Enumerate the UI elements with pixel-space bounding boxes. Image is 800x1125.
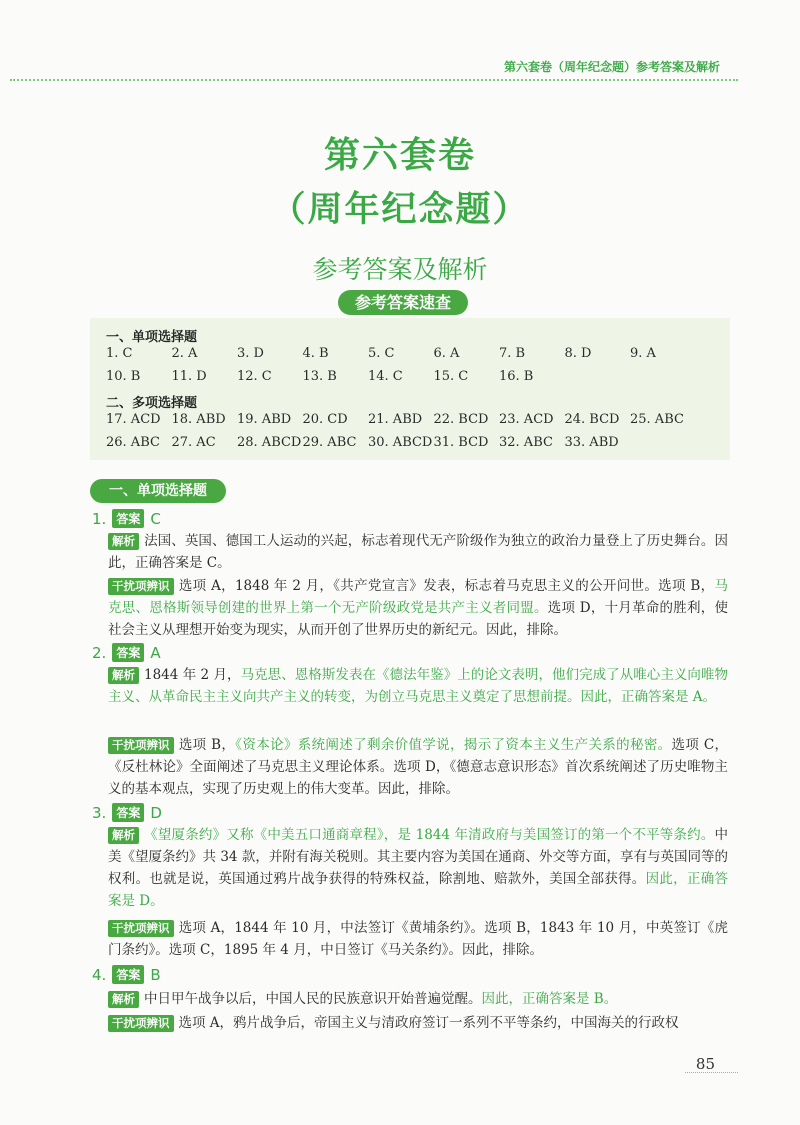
key-item: 13. B: [302, 369, 337, 384]
key-item: 29. ABC: [302, 435, 357, 450]
key-item: 1. C: [106, 346, 133, 361]
distractor-text: 选项 A，1844 年 10 月，中法签订《黄埔条约》。选项 B，1843 年 10 月，中英签订《虎门条约》。选项 C，1895 年 4 月，中日签订《马关条约》。因此，排除。: [108, 920, 728, 958]
distractor-tag: 干扰项辨识: [108, 920, 174, 937]
key-item: 27. AC: [171, 435, 216, 450]
page-subtitle: （周年纪念题）: [270, 190, 530, 230]
key-item: 31. BCD: [433, 435, 489, 450]
question-2-header: [92, 643, 161, 662]
answer-letter: B: [150, 965, 161, 984]
multi-choice-row: [106, 435, 696, 450]
key-item: 10. B: [106, 369, 141, 384]
analysis-highlight: 因此，正确答案是 B。: [481, 991, 618, 1007]
answer-letter: A: [150, 643, 161, 662]
key-item: 28. ABCD: [237, 435, 302, 450]
analysis-highlight: 因此，正确答案是 D。: [108, 871, 729, 909]
page-title: 第六套卷: [323, 135, 476, 176]
answers-heading: 参考答案及解析: [312, 255, 488, 284]
distractor-text: 选项 C，《反杜林论》全面阐述了马克思主义理论体系。选项 D，《德意志意识形态》首次系统阐述了历史唯物主义的基本观点，实现了历史观上的伟大变革。因此，排除。: [108, 737, 729, 797]
distractor-highlight: 《资本论》系统阐述了剩余价值学说，揭示了资本主义生产关系的秘密。: [235, 737, 672, 753]
key-item: 23. ACD: [499, 412, 554, 427]
distractor-text: 选项 A，1848 年 2 月，《共产党宣言》发表，标志着马克思主义的公开问世。选项 B，: [178, 578, 715, 594]
key-item: 32. ABC: [499, 435, 553, 450]
key-item: 9. A: [630, 346, 656, 361]
question-number: 3.: [92, 803, 107, 822]
analysis-tag: 解析: [108, 533, 139, 550]
analysis-text: 法国、英国、德国工人运动的兴起，标志着现代无产阶级作为独立的政治力量登上了历史舞台。因此，正确答案是 C。: [108, 533, 728, 571]
question-2-analysis: [108, 664, 728, 708]
key-item: 7. B: [499, 346, 526, 361]
single-choice-row: [106, 369, 696, 384]
question-number: 2.: [92, 643, 107, 662]
key-item: 21. ABD: [368, 412, 423, 427]
distractor-tag: 干扰项辨识: [108, 737, 174, 754]
key-item: 12. C: [237, 369, 272, 384]
analysis-text: 中美《望厦条约》共 34 款，并附有海关税则。其主要内容为美国在通商、外交等方面，享有与英国同等的权利。也就是说，英国通过鸦片战争获得的特殊权益，除割地、赔款外，美国全部获得。: [108, 827, 728, 887]
distractor-text: 选项 B，: [178, 737, 236, 753]
key-item: 33. ABD: [564, 435, 619, 450]
key-item: 17. ACD: [106, 412, 161, 427]
key-item: 6. A: [433, 346, 460, 361]
key-item: 3. D: [237, 346, 264, 361]
key-item: 25. ABC: [630, 412, 684, 427]
section-banner: 一、单项选择题: [90, 479, 226, 503]
distractor-text: 选项 A，鸦片战争后，帝国主义与清政府签订一系列不平等条约，中国海关的行政权: [178, 1015, 679, 1031]
question-number: 4.: [92, 965, 107, 984]
answer-tag: 答案: [112, 509, 144, 528]
header-divider: [10, 79, 738, 81]
single-choice-label: 一、单项选择题: [106, 330, 198, 345]
key-item: 18. ABD: [171, 412, 226, 427]
question-4-analysis: [108, 988, 728, 1010]
question-1-distractor: [108, 575, 728, 641]
question-3-analysis: [108, 824, 728, 912]
question-4-distractor: [108, 1012, 728, 1034]
question-number: 1.: [92, 509, 107, 528]
multi-choice-row: [106, 412, 696, 427]
question-4-header: [92, 965, 161, 984]
analysis-tag: 解析: [108, 991, 139, 1008]
analysis-highlight: 马克思、恩格斯发表在《德法年鉴》上的论文表明，他们完成了从唯心主义向唯物主义、从革命民主主义向共产主义的转变，为创立马克思主义奠定了思想前提。因此，正确答案是 A。: [108, 667, 729, 705]
analysis-highlight: 《望厦条约》又称《中美五口通商章程》，是 1844 年清政府与美国签订的第一个不平等条约。: [144, 827, 715, 843]
key-item: 11. D: [171, 369, 207, 384]
distractor-tag: 干扰项辨识: [108, 1015, 174, 1032]
question-3-header: [92, 803, 162, 822]
analysis-tag: 解析: [108, 667, 139, 684]
running-header: 第六套卷（周年纪念题）参考答案及解析: [503, 60, 720, 74]
answer-tag: 答案: [112, 803, 144, 822]
analysis-text: 1844 年 2 月，: [144, 667, 241, 683]
key-item: 19. ABD: [237, 412, 292, 427]
analysis-tag: 解析: [108, 827, 139, 844]
answer-letter: C: [150, 509, 161, 528]
question-2-distractor: [108, 734, 728, 800]
answer-tag: 答案: [112, 643, 144, 662]
key-item: 5. C: [368, 346, 395, 361]
key-item: 2. A: [171, 346, 198, 361]
page-number: 85: [695, 1055, 715, 1073]
key-item: 26. ABC: [106, 435, 160, 450]
distractor-text: 选项 D，十月革命的胜利，使社会主义从理想开始变为现实，从而开创了世界历史的新纪元。因此，排除。: [108, 600, 728, 638]
footer-divider: [685, 1072, 738, 1073]
question-3-distractor: [108, 917, 728, 961]
question-1-header: [92, 509, 161, 528]
multi-choice-label: 二、多项选择题: [106, 396, 198, 411]
key-item: 20. CD: [302, 412, 348, 427]
single-choice-row: [106, 346, 696, 361]
key-item: 4. B: [302, 346, 329, 361]
key-item: 15. C: [433, 369, 469, 384]
quick-key-badge: 参考答案速查: [338, 290, 468, 315]
answer-tag: 答案: [112, 965, 144, 984]
key-item: 16. B: [499, 369, 534, 384]
answer-letter: D: [150, 803, 162, 822]
analysis-text: 中日甲午战争以后，中国人民的民族意识开始普遍觉醒。: [144, 991, 482, 1007]
distractor-highlight: 马克思、恩格斯领导创建的世界上第一个无产阶级政党是共产主义者同盟。: [108, 578, 728, 616]
key-item: 30. ABCD: [368, 435, 433, 450]
distractor-tag: 干扰项辨识: [108, 578, 174, 595]
key-item: 14. C: [368, 369, 403, 384]
question-1-analysis: [108, 530, 728, 574]
key-item: 24. BCD: [564, 412, 620, 427]
key-item: 22. BCD: [433, 412, 489, 427]
key-item: 8. D: [564, 346, 592, 361]
